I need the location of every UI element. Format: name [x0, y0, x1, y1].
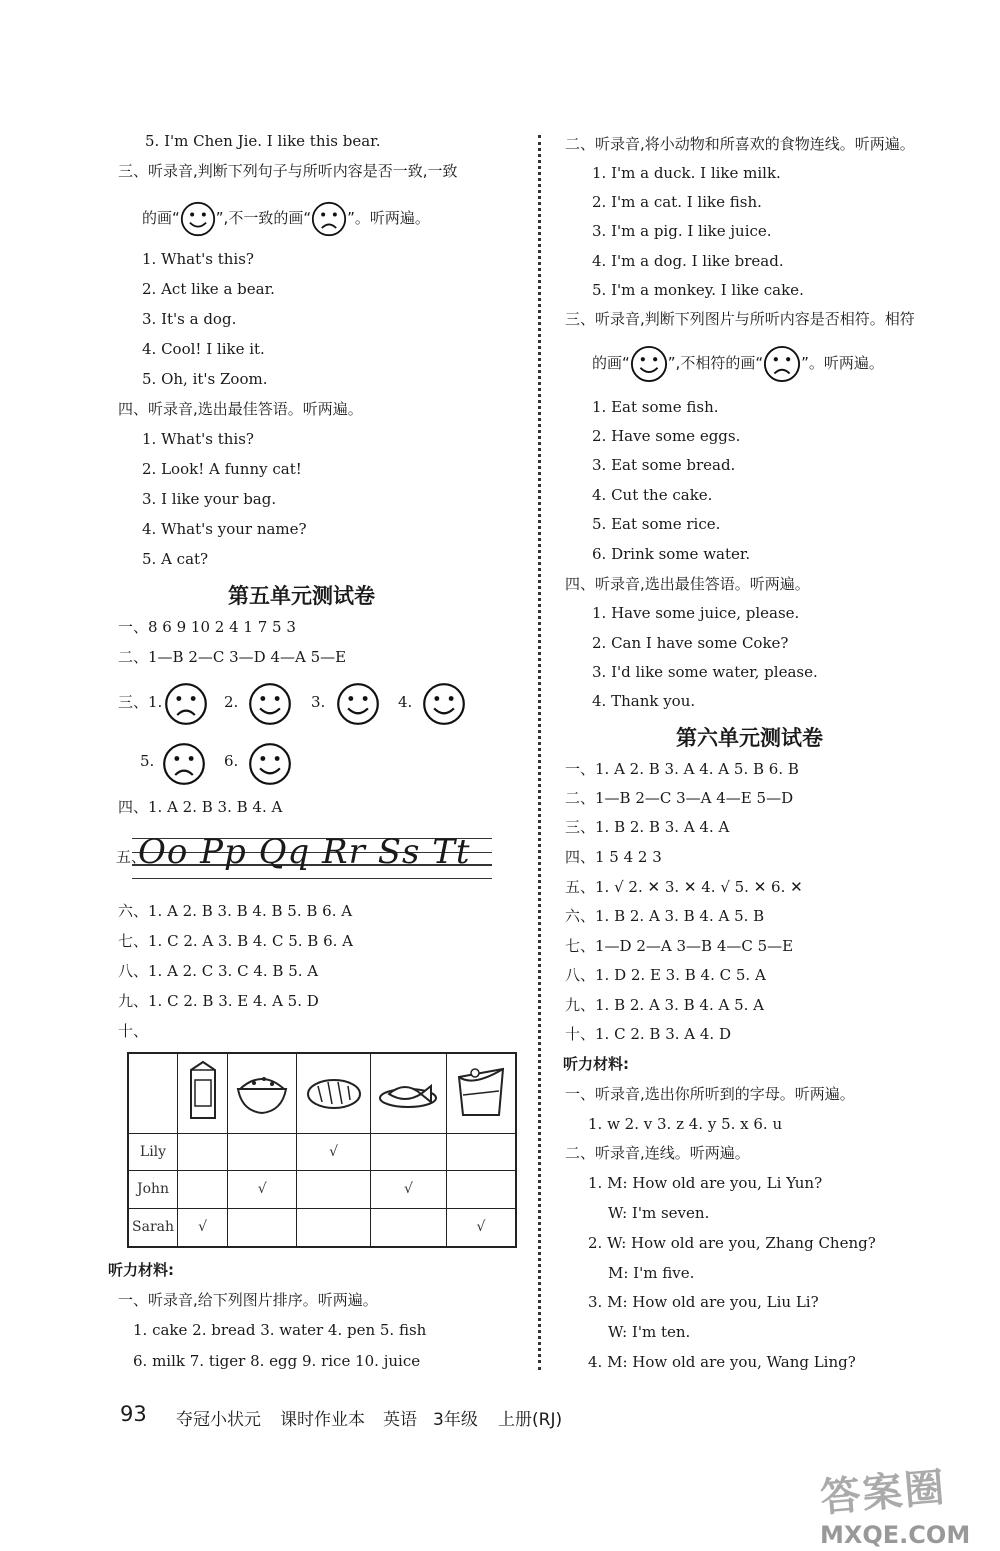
answer-line: 六、1. A 2. B 3. B 4. B 5. B 6. A: [118, 902, 353, 920]
section-heading: 二、听录音,连线。听两遍。: [565, 1144, 750, 1162]
answer-label: 3.: [311, 693, 326, 711]
section-heading: 三、听录音,判断下列图片与所听内容是否相符。相符: [565, 310, 915, 328]
answer-line: 九、1. B 2. A 3. B 4. A 5. A: [565, 996, 765, 1014]
answer-line: 八、1. D 2. E 3. B 4. C 5. A: [565, 966, 766, 984]
table-cell: √: [446, 1208, 516, 1247]
list-item: 5. I'm a monkey. I like cake.: [592, 281, 804, 299]
answer-label: 2.: [224, 693, 239, 711]
list-item: 3. I'm a pig. I like juice.: [592, 222, 772, 240]
food-table: [127, 1052, 517, 1248]
table-cell: [178, 1171, 228, 1209]
table-cell: [297, 1171, 371, 1209]
list-item: 2. I'm a cat. I like fish.: [592, 193, 762, 211]
table-cell: [178, 1133, 228, 1171]
list-item: 3. It's a dog.: [142, 310, 237, 328]
row-name: Lily: [128, 1133, 178, 1171]
watermark-title: 答案圈: [818, 1464, 949, 1522]
list-item: 6. Drink some water.: [592, 545, 751, 563]
list-item: 4. Thank you.: [592, 692, 696, 710]
answer-line: 一、1. A 2. B 3. A 4. A 5. B 6. B: [565, 760, 799, 778]
handwriting-lines: [132, 834, 492, 884]
rice-icon: [228, 1053, 297, 1133]
list-item: 4. I'm a dog. I like bread.: [592, 252, 784, 270]
watermark: [820, 1460, 970, 1549]
listening-title: 听力材料:: [108, 1261, 174, 1279]
sad-face-icon: [162, 742, 206, 786]
answer-line: 五、1. √ 2. ✕ 3. ✕ 4. √ 5. ✕ 6. ✕: [565, 878, 803, 896]
smile-icon: [180, 201, 216, 237]
section-heading-cont: 的画“ ”,不相符的画“ ”。听两遍。: [592, 344, 884, 383]
section-heading: 四、听录音,选出最佳答语。听两遍。: [118, 400, 363, 418]
section-heading: 四、听录音,选出最佳答语。听两遍。: [565, 575, 810, 593]
table-cell: [446, 1171, 516, 1209]
answer-line: 6. milk 7. tiger 8. egg 9. rice 10. juice: [133, 1352, 421, 1370]
answer-line: 七、1—D 2—A 3—B 4—C 5—E: [565, 937, 794, 955]
list-item: 1. I'm a duck. I like milk.: [592, 164, 781, 182]
smile-icon: [248, 682, 292, 726]
row-name: John: [128, 1171, 178, 1209]
milk-icon: [178, 1053, 228, 1133]
answer-line: 1. w 2. v 3. z 4. y 5. x 6. u: [588, 1115, 783, 1133]
unit5-title: 第五单元测试卷: [228, 584, 375, 608]
table-cell: [228, 1208, 297, 1247]
answer-label: 十、: [118, 1022, 149, 1040]
handwritten-letters: Oo Pp Qq Rr Ss Tt: [138, 832, 471, 872]
answer-line: 九、1. C 2. B 3. E 4. A 5. D: [118, 992, 319, 1010]
dialog-line: W: I'm ten.: [608, 1323, 691, 1341]
table-cell: [370, 1133, 446, 1171]
table-cell: [297, 1208, 371, 1247]
unit6-title: 第六单元测试卷: [676, 726, 823, 750]
list-item: 3. Eat some bread.: [592, 456, 736, 474]
smile-icon: [248, 742, 292, 786]
book-series: 课时作业本: [280, 1410, 365, 1430]
table-cell: √: [178, 1208, 228, 1247]
table-cell: [446, 1133, 516, 1171]
answer-line: 二、1—B 2—C 3—D 4—A 5—E: [118, 648, 347, 666]
page-number: 93: [120, 1402, 147, 1426]
table-cell: √: [370, 1171, 446, 1209]
section-heading: 三、听录音,判断下列句子与所听内容是否一致,一致: [118, 162, 458, 180]
book-title: 夺冠小状元: [176, 1410, 261, 1430]
list-item: 4. Cool! I like it.: [142, 340, 265, 358]
answer-label: 五、: [116, 848, 147, 866]
book-volume: 上册(RJ): [498, 1410, 563, 1430]
table-cell: √: [228, 1171, 297, 1209]
row-name: Sarah: [128, 1208, 178, 1247]
table-cell: √: [297, 1133, 371, 1171]
smile-icon: [336, 682, 380, 726]
answer-line: 1. cake 2. bread 3. water 4. pen 5. fish: [133, 1321, 427, 1339]
dialog-line: M: I'm five.: [608, 1264, 695, 1282]
answer-line: 十、1. C 2. B 3. A 4. D: [565, 1025, 731, 1043]
dialog-line: 2. W: How old are you, Zhang Cheng?: [588, 1234, 876, 1252]
list-item: 4. What's your name?: [142, 520, 307, 538]
fish-icon: [370, 1053, 446, 1133]
table-corner: [128, 1053, 178, 1133]
left-line: 5. I'm Chen Jie. I like this bear.: [145, 132, 381, 150]
list-item: 2. Have some eggs.: [592, 427, 741, 445]
cake-icon: [446, 1053, 516, 1133]
list-item: 2. Act like a bear.: [142, 280, 275, 298]
section-heading: 一、听录音,选出你所听到的字母。听两遍。: [565, 1085, 855, 1103]
list-item: 5. A cat?: [142, 550, 209, 568]
watermark-url: MXQE.COM: [820, 1521, 971, 1549]
table-cell: [370, 1208, 446, 1247]
list-item: 2. Look! A funny cat!: [142, 460, 302, 478]
sad-face-icon: [164, 682, 208, 726]
section-heading: 二、听录音,将小动物和所喜欢的食物连线。听两遍。: [565, 135, 915, 153]
answer-label: 6.: [224, 752, 239, 770]
list-item: 1. Eat some fish.: [592, 398, 719, 416]
dialog-line: 4. M: How old are you, Wang Ling?: [588, 1353, 856, 1371]
smile-icon: [630, 345, 668, 383]
dialog-line: 1. M: How old are you, Li Yun?: [588, 1174, 823, 1192]
bread-icon: [297, 1053, 371, 1133]
answer-line: 二、1—B 2—C 3—A 4—E 5—D: [565, 789, 794, 807]
list-item: 5. Oh, it's Zoom.: [142, 370, 268, 388]
answer-label: 4.: [398, 693, 413, 711]
answer-label: 三、1.: [118, 693, 163, 711]
answer-line: 八、1. A 2. C 3. C 4. B 5. A: [118, 962, 319, 980]
list-item: 1. What's this?: [142, 250, 254, 268]
answer-label: 5.: [140, 752, 155, 770]
answer-line: 四、1. A 2. B 3. B 4. A: [118, 798, 283, 816]
sad-face-icon: [311, 201, 347, 237]
dialog-line: W: I'm seven.: [608, 1204, 710, 1222]
sad-face-icon: [763, 345, 801, 383]
column-divider: [538, 135, 541, 1370]
listening-title: 听力材料:: [563, 1055, 629, 1073]
list-item: 3. I'd like some water, please.: [592, 663, 818, 681]
answer-line: 六、1. B 2. A 3. B 4. A 5. B: [565, 907, 765, 925]
smile-icon: [422, 682, 466, 726]
book-subject: 英语: [383, 1410, 417, 1430]
list-item: 3. I like your bag.: [142, 490, 277, 508]
answer-line: 七、1. C 2. A 3. B 4. C 5. B 6. A: [118, 932, 353, 950]
section-heading: 一、听录音,给下列图片排序。听两遍。: [118, 1291, 378, 1309]
table-cell: [228, 1133, 297, 1171]
list-item: 1. What's this?: [142, 430, 254, 448]
section-heading-cont: 的画“ ”,不一致的画“ ”。听两遍。: [142, 200, 430, 237]
answer-line: 一、8 6 9 10 2 4 1 7 5 3: [118, 618, 296, 636]
list-item: 5. Eat some rice.: [592, 515, 721, 533]
list-item: 1. Have some juice, please.: [592, 604, 800, 622]
list-item: 2. Can I have some Coke?: [592, 634, 789, 652]
book-grade: 3年级: [433, 1410, 478, 1430]
answer-line: 三、1. B 2. B 3. A 4. A: [565, 818, 730, 836]
dialog-line: 3. M: How old are you, Liu Li?: [588, 1293, 819, 1311]
answer-line: 四、1 5 4 2 3: [565, 848, 662, 866]
list-item: 4. Cut the cake.: [592, 486, 713, 504]
